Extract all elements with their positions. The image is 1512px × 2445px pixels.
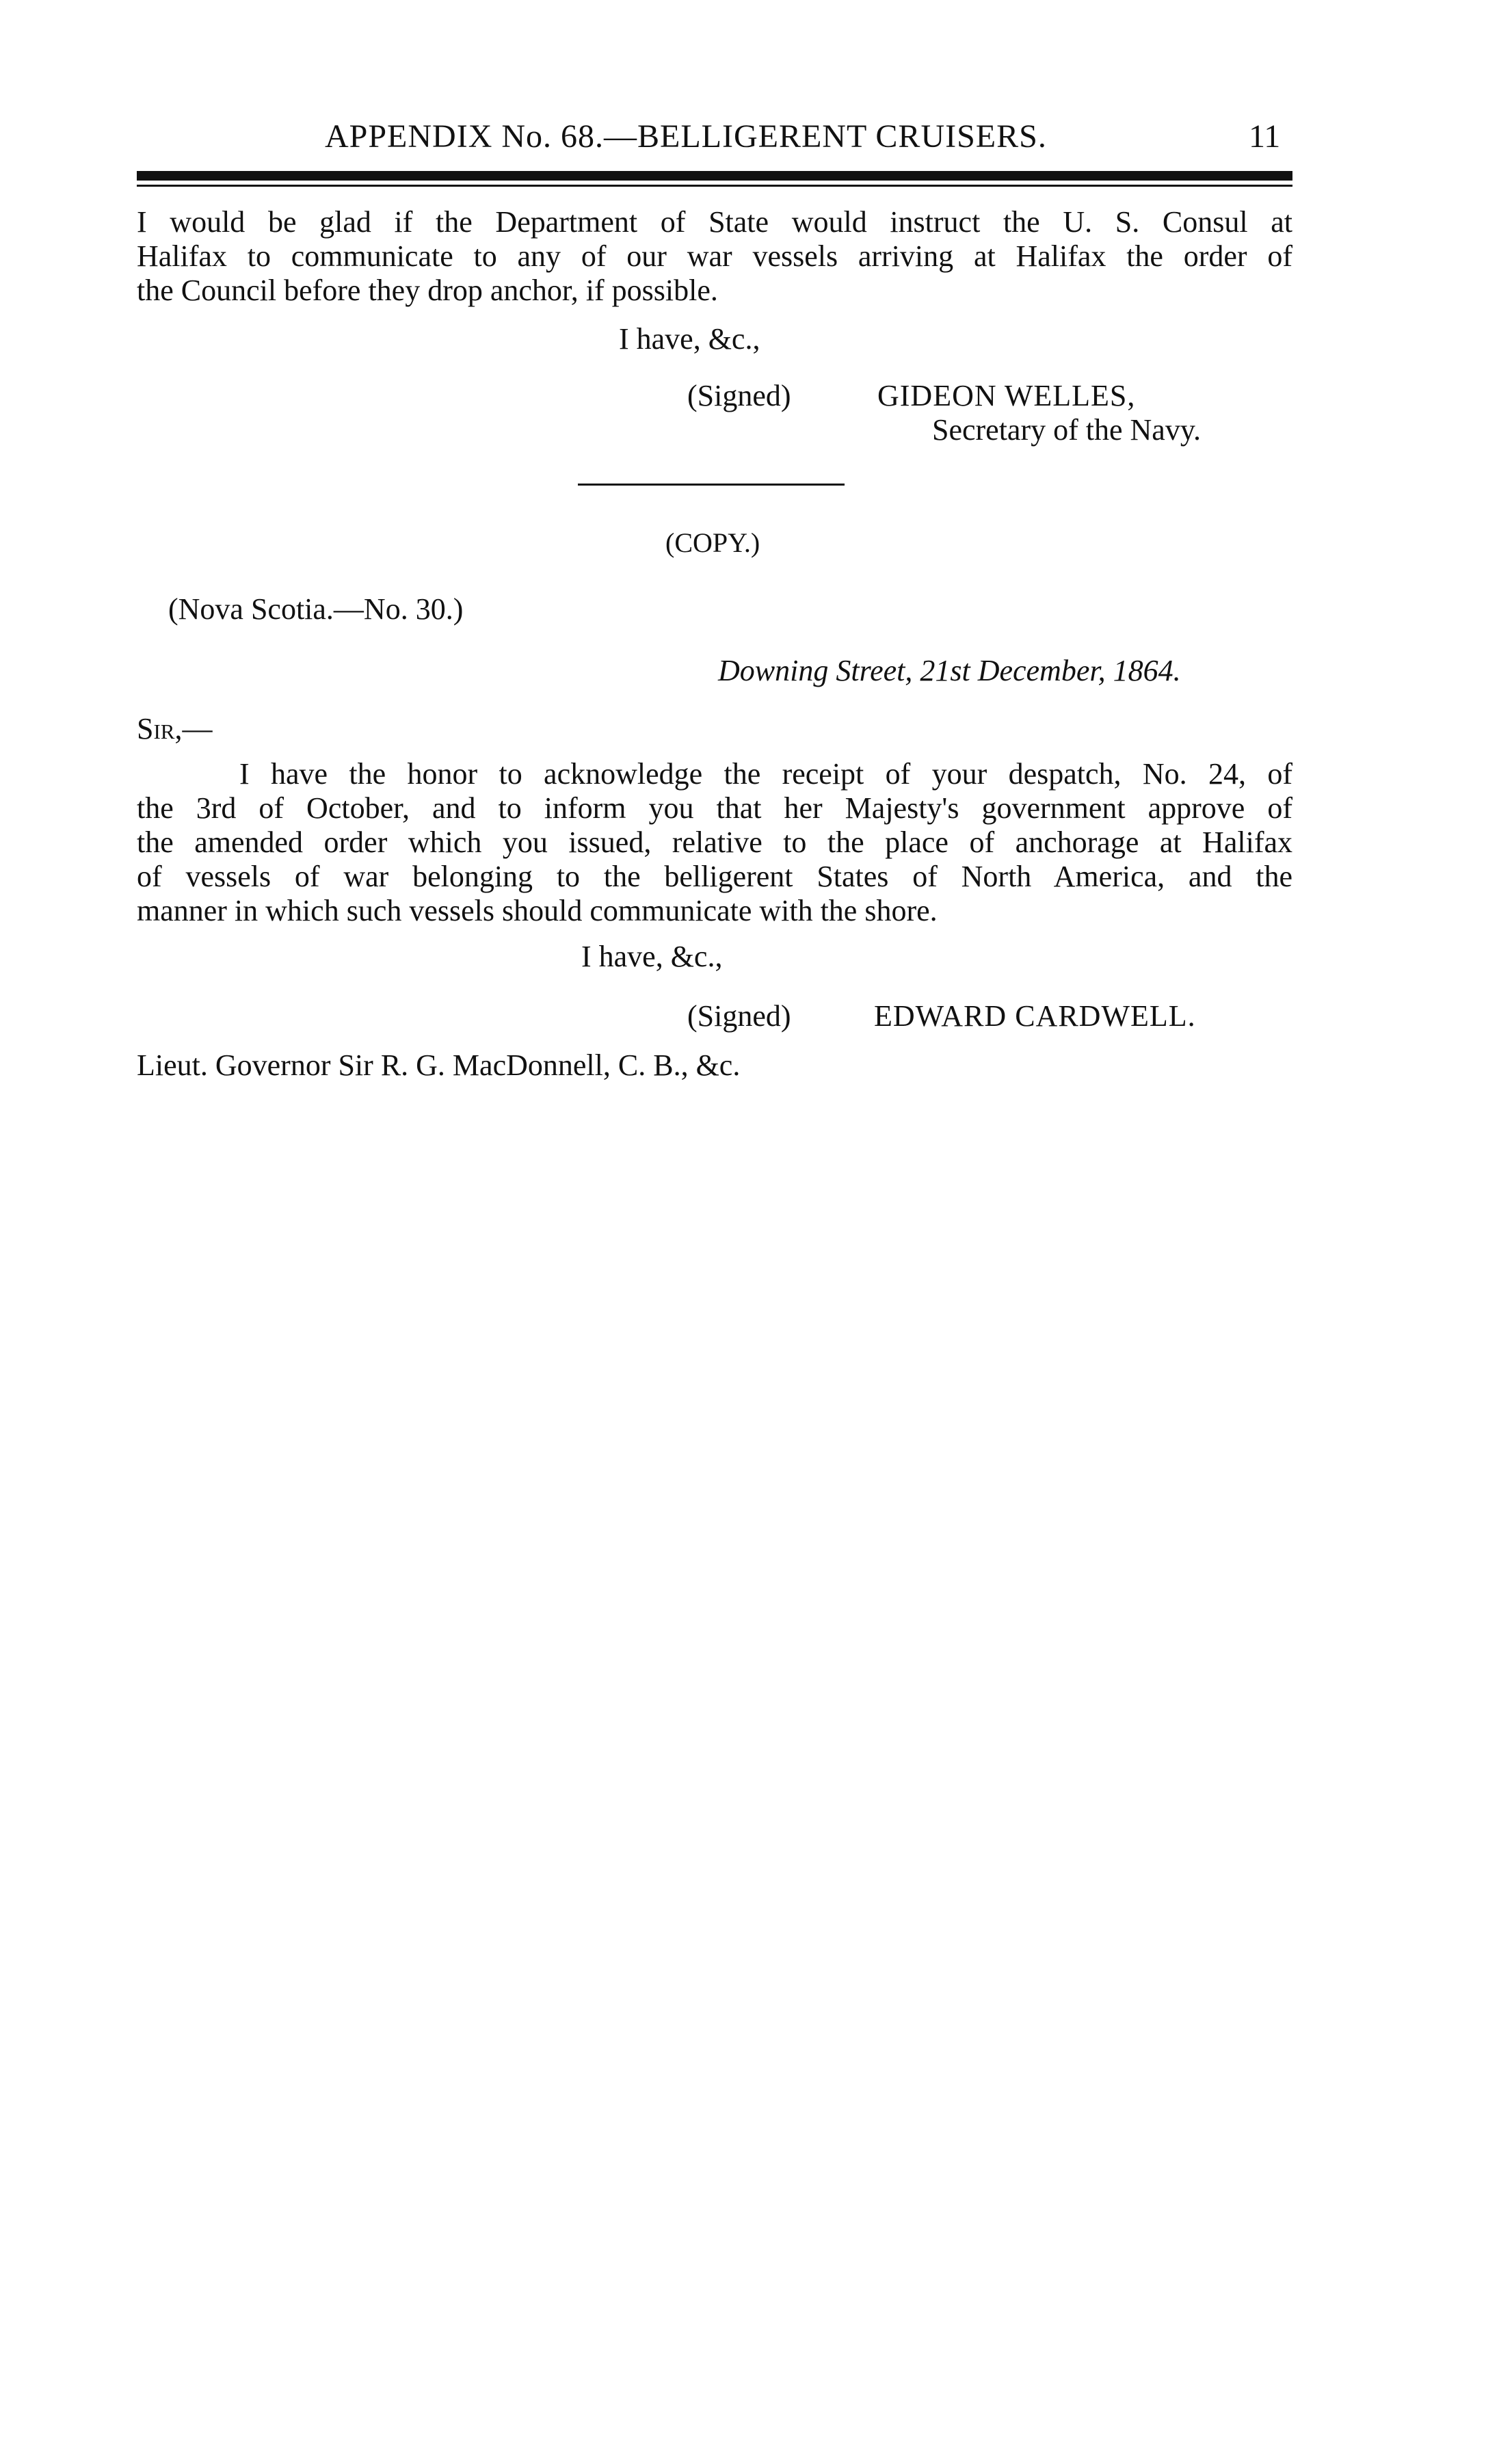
body-line: the Council before they drop anchor, if possible. — [137, 274, 718, 307]
salutation: Sir,— — [137, 712, 213, 745]
body-line: I would be glad if the Department of State would instruct the U. S. Consul at — [137, 205, 1292, 239]
first-letter-body — [137, 205, 1292, 308]
section-divider — [578, 484, 845, 486]
header-rule-thin — [137, 185, 1292, 187]
addressee: Lieut. Governor Sir R. G. MacDonnell, C. B., &c. — [137, 1048, 741, 1082]
signatory: GIDEON WELLES, — [877, 379, 1136, 412]
signed-label: (Signed) — [687, 379, 791, 412]
body-line: of vessels of war belonging to the belligerent States of North America, and the — [137, 860, 1292, 893]
second-letter-body — [137, 757, 1292, 928]
signatory: EDWARD CARDWELL. — [874, 999, 1196, 1033]
body-line: manner in which such vessels should communicate with the shore. — [137, 894, 938, 927]
copy-label: (COPY.) — [665, 527, 760, 558]
body-line: Halifax to communicate to any of our war vessels arriving at Halifax the order of — [137, 239, 1292, 273]
letter-reference: (Nova Scotia.—No. 30.) — [168, 592, 464, 626]
signed-label: (Signed) — [687, 999, 791, 1033]
signatory-title: Secretary of the Navy. — [932, 413, 1201, 447]
running-head: APPENDIX No. 68.—BELLIGERENT CRUISERS. — [325, 118, 1047, 155]
closing: I have, &c., — [581, 940, 723, 973]
body-line: I have the honor to acknowledge the receipt of your despatch, No. 24, of — [239, 757, 1292, 791]
closing: I have, &c., — [619, 322, 760, 356]
body-line: the amended order which you issued, relative to the place of anchorage at Halifax — [137, 825, 1292, 859]
header-rule — [137, 171, 1292, 181]
place-date: Downing Street, 21st December, 1864. — [718, 654, 1181, 687]
page-number: 11 — [1249, 118, 1281, 155]
body-line: the 3rd of October, and to inform you that her Majesty's government approve of — [137, 791, 1292, 825]
